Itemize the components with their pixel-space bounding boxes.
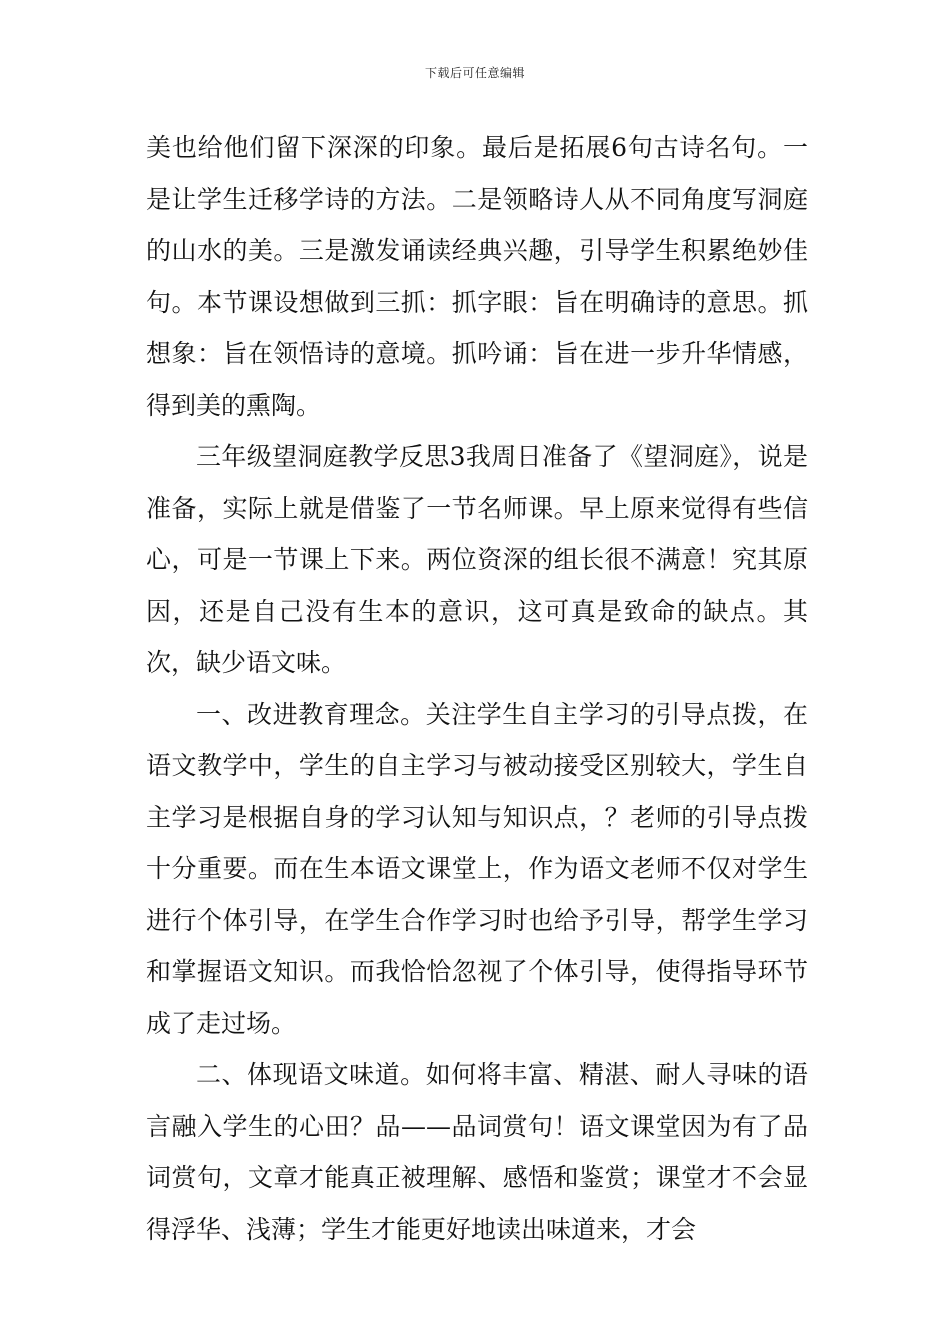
paragraph-reflection-intro: 三年级望洞庭教学反思3我周日准备了《望洞庭》，说是准备，实际上就是借鉴了一节名师课。早上原来觉得有些信心，可是一节课上下来。两位资深的组长很不满意！究其原因，还是自己没有生本的意识，这可真是致命的缺点。其次，缺少语文味。 — [146, 442, 808, 677]
paragraph-continuation: 美也给他们留下深深的印象。最后是拓展6句古诗名句。一是让学生迁移学诗的方法。二是领略诗人从不同角度写洞庭的山水的美。三是激发诵读经典兴趣，引导学生积累绝妙佳句。本节课设想做到三抓：抓字眼：旨在明确诗的意思。抓想象：旨在领悟诗的意境。抓吟诵：旨在进一步升华情感，得到美的熏陶。 — [146, 133, 808, 420]
page-header: 下载后可任意编辑 — [424, 66, 525, 80]
paragraph-point-one: 一、改进教育理念。关注学生自主学习的引导点拨，在语文教学中，学生的自主学习与被动接受区别较大，学生自主学习是根据自身的学习认知与知识点，？老师的引导点拨十分重要。而在生本语文课堂上，作为语文老师不仅对学生进行个体引导，在学生合作学习时也给予引导，帮学生学习和掌握语文知识。而我恰恰忽视了个体引导，使得指导环节成了走过场。 — [146, 699, 808, 1038]
paragraph-point-two: 二、体现语文味道。如何将丰富、精湛、耐人寻味的语言融入学生的心田？品——品词赏句！语文课堂因为有了品词赏句，文章才能真正被理解、感悟和鉴赏；课堂才不会显得浮华、浅薄；学生才能更好地读出味道来，才会 — [146, 1060, 808, 1244]
document-body — [146, 122, 808, 1255]
